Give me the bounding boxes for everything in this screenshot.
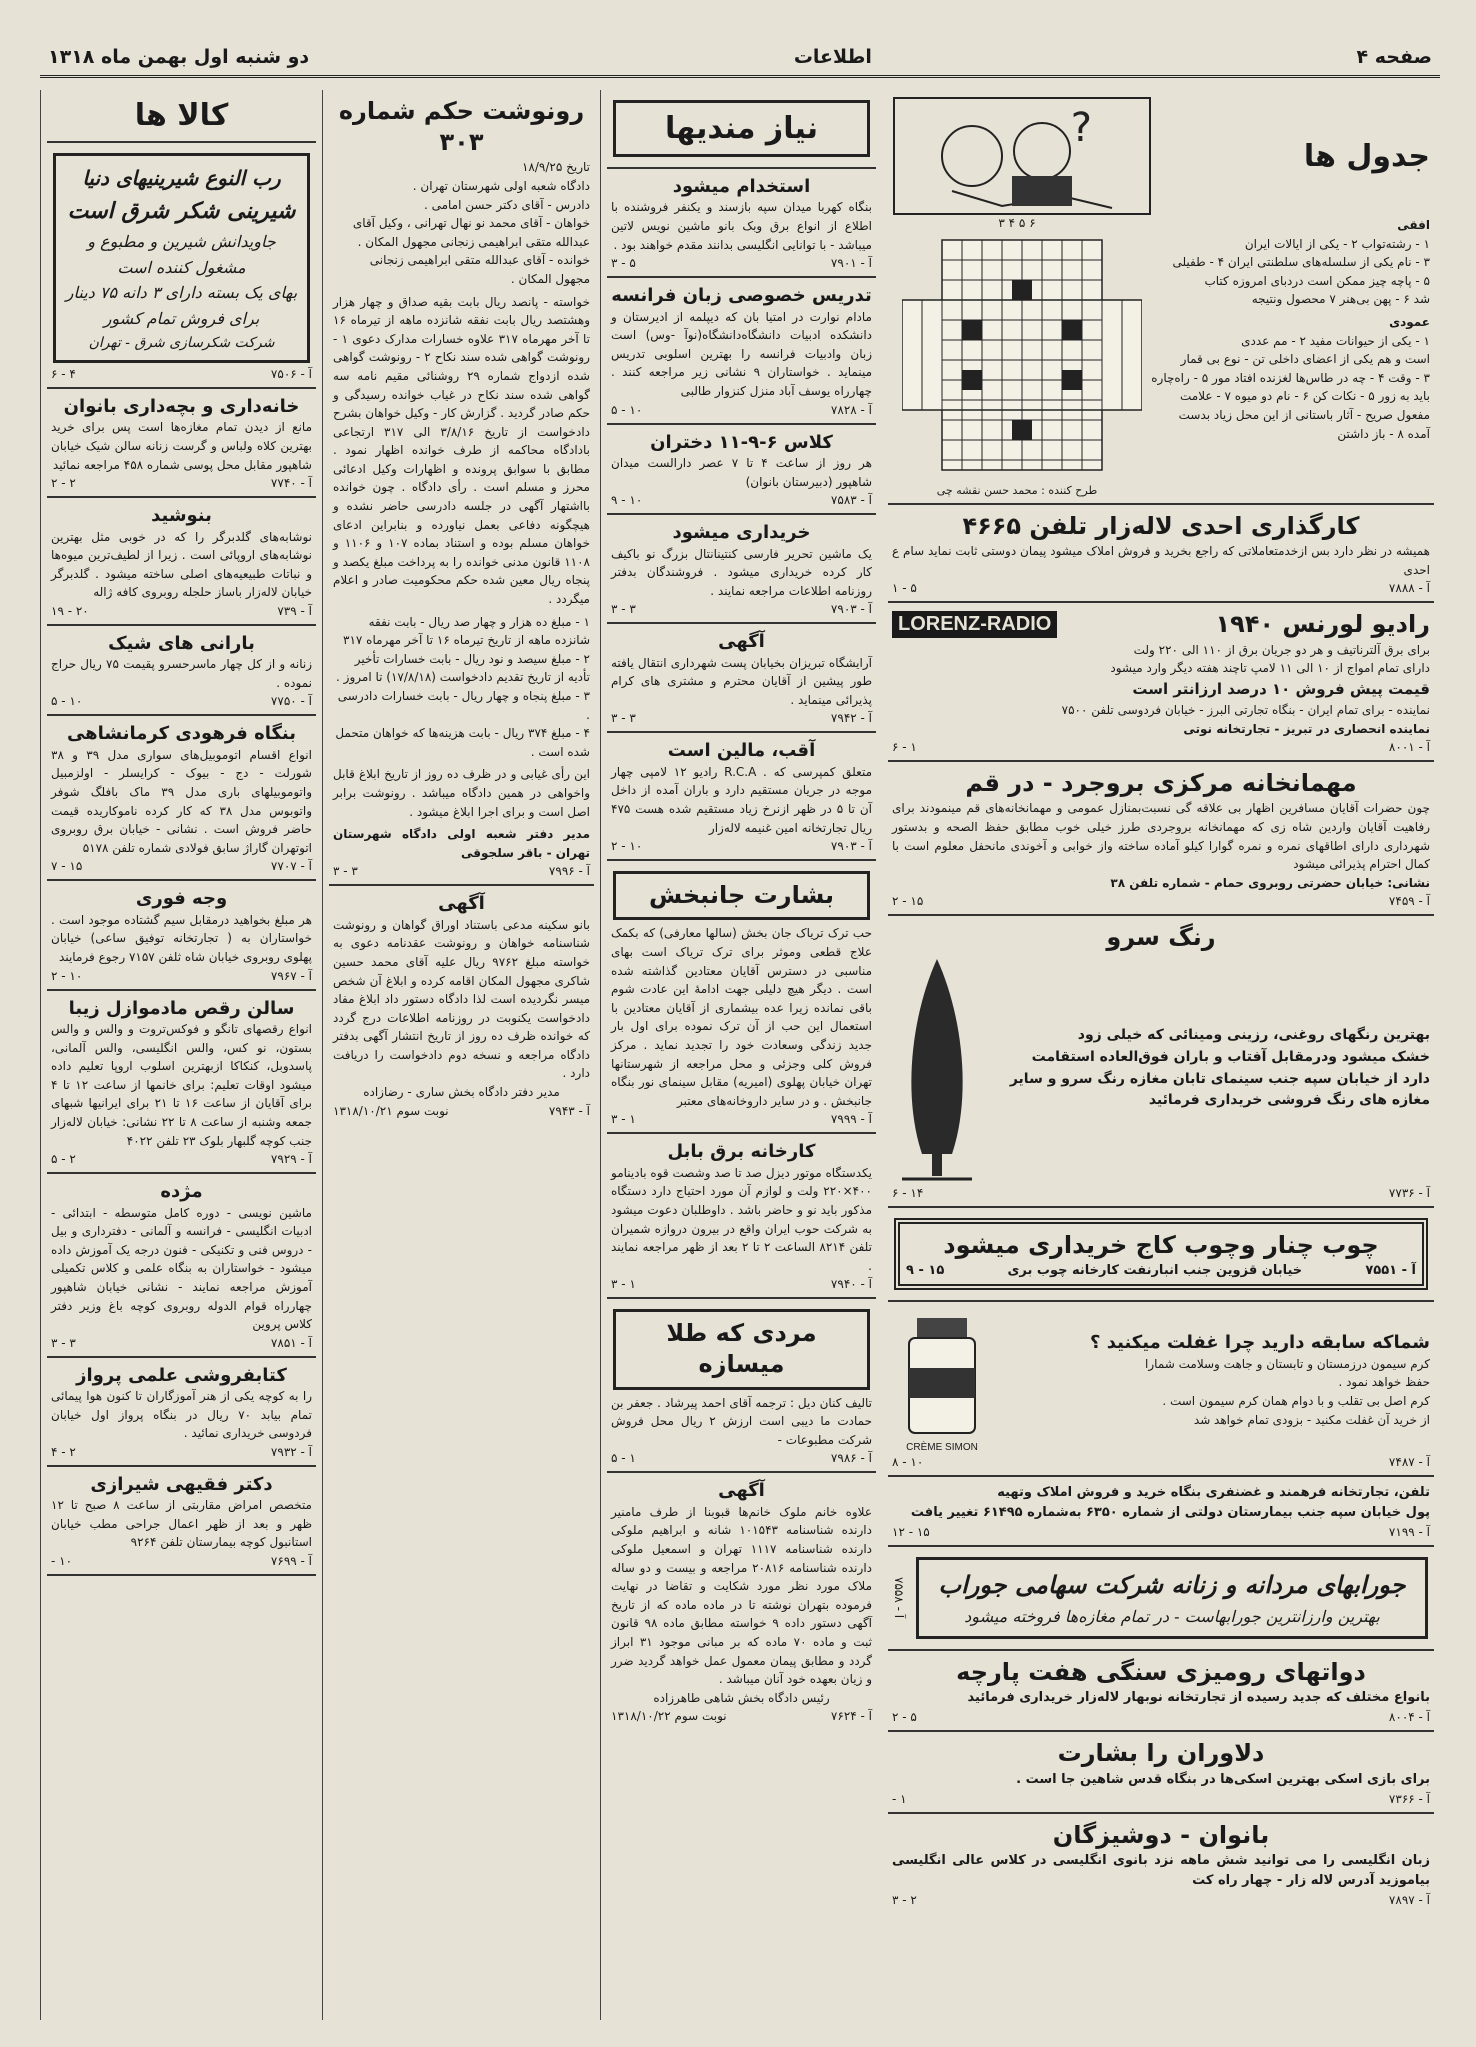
crossword-top-numbers: ۶ ۵ ۴ ۳	[998, 216, 1036, 230]
ad-text: علاوه خانم ملوک خانم‌ها قبوبنا از طرف مامنیر دارنده شناسنامه ۱۰۱۵۴۳ شانه و ابراهیم ملوکی دارنده شناسنامه ۱۱۱۷ تهران و اسمعیل ملوکی دارنده شناسنامه ۲۰۸۱۶ مراجعه و بیست و دو ساله ملاک مورد نظر مورد شکایت و تقاضا در نهایت فرموده بتهران نوشته تا در ماده ماده که از تاریخ آگهی دستور داده ۹ خواسته مطابق ماده ۹۸ قانون ثبت و ماده ۷۰ ماده که بر مبانی موجود ۳۱ ابراز گردد و مطابق پیمان معمول عمل خواهد گردید ضرر و زیان بعهده خود آنان میباشد .	[611, 1504, 873, 1687]
column-court-ruling	[322, 90, 600, 2020]
ad-title: رادیو لورنس ۱۹۴۰	[1215, 610, 1430, 639]
ad-num: ۵ - ۳	[611, 256, 636, 271]
ad-code: آ - ۷۸۸۸	[1388, 581, 1430, 596]
classified-ad	[47, 716, 316, 881]
ad-num: ۱۵ - ۹	[906, 1262, 945, 1278]
across-label: افقی	[1397, 218, 1430, 232]
ad-besharat	[607, 861, 876, 1134]
ruling-item: ۲ - مبلغ سیصد و نود ریال - بابت خسارات تأخیر تأدیه از تاریخ تقدیم دادخواست (۱۷/۸/۱۸) تا امروز .	[336, 651, 590, 685]
ruling-intro: خوانده - آقای عبدالله متقی ابراهیمی زنجانی مجهول المکان .	[369, 253, 590, 286]
clue-across: شد ۶ - پهن بی‌هنر ۷ محصول ونتیجه	[1251, 292, 1430, 307]
ad-text: یک ماشین تحریر فارسی کنتینانتال بزرگ نو باکیف کار کرده خریداری میشود . فروشندگان بدفتر روزنامه اطلاعات مراجعه نمایند .	[611, 546, 872, 598]
classified-ad	[607, 425, 876, 516]
ad-line: برای برق آلترناتیف و هر دو جریان برق از ۱۱۰ الی ۲۲۰ ولت	[1133, 642, 1430, 657]
clue-down: مفعول صریح - آثار باستانی از این محل زیاد بدست	[1178, 407, 1430, 422]
ad-line: دارد از خیابان سپه جنب سینمای تابان مغازه رنگ سرو و سایر	[1009, 1070, 1430, 1087]
ad-footer: مدیر دفتر دادگاه بخش ساری - رضازاده	[363, 1085, 560, 1100]
ad-tejarat	[888, 1477, 1434, 1547]
ad-line: بهترین رنگهای روغنی، رزینی ومینائی که خیلی زود	[1077, 1027, 1430, 1044]
ad-title: چوب چنار وچوب کاج خریداری میشود	[943, 1230, 1379, 1259]
classified-ad	[607, 733, 876, 861]
ad-title: کارخانه برق بابل	[667, 1141, 816, 1163]
ad-title: مردی که طلا میسازه	[613, 1309, 870, 1389]
ad-title: آگهی	[718, 631, 765, 653]
ad-code: آ - ۷۶۹۹	[270, 1554, 312, 1569]
ad-num: ۱۰ - ۲	[611, 839, 643, 854]
ad-code: آ - ۷۷۰۷	[270, 859, 312, 874]
classified-ad	[47, 498, 316, 626]
ad-barq-babol	[607, 1134, 876, 1299]
classified-ad	[607, 169, 876, 278]
ad-code: آ - ۷۹۴۰	[830, 1277, 872, 1292]
ad-code: آ - ۷۹۰۳	[830, 839, 872, 854]
ad-code: آ - ۷۸۵۱	[270, 1335, 312, 1350]
clue-down: آمده ۸ - باز داشتن	[1337, 426, 1430, 441]
ad-line: کرم سیمون درزمستان و تابستان و جاهت وسلامت شمارا	[1145, 1356, 1430, 1371]
ruling-closing: این رأی غیابی و در ظرف ده روز از تاریخ ابلاغ قابل واخواهی در همین دادگاه میباشد . رونوشت برابر اصل است و برای اجرا ابلاغ میشود .	[333, 767, 590, 819]
ad-text: بانواع مختلف که جدید رسیده از تجارتخانه نوبهار لاله‌زار خریداری فرمائید	[967, 1690, 1430, 1706]
ad-mehmankhaneh	[888, 762, 1434, 916]
ad-text: زنانه و از کل چهار ماسرحسرو پقیمت ۷۵ ریال حراج نموده .	[51, 657, 312, 690]
ad-code: آ - ۷۵۰۶	[270, 366, 312, 381]
ad-num: ۳ - ۳	[611, 711, 636, 726]
ad-text: ماشین نویسی - دوره کامل متوسطه - ابتدائی - ادبیات انگلیسی - فرانسه و آلمانی - دفترداری و بیل - دروس فنی و تکنیکی - فنون درجه یک آموزش داده میشود - خواستاران به بنگاه علمی و کلاس تکمیلی آموزش مراجعه نمایند - نشانی خیابان شاهپور چهارراه قوام الدوله روبروی کوچه باغ وزیر دفتر کلاس پروین	[51, 1205, 312, 1332]
ad-title: کلاس ۶-۹-۱۱ دختران	[650, 431, 833, 453]
ad-code: آ - ۸۰۰۱	[1388, 740, 1430, 755]
column-right	[882, 90, 1440, 2020]
ad-title: بنگاه فرهودی کرمانشاهی	[66, 723, 297, 745]
ad-num: ۲ - ۴	[51, 1444, 76, 1459]
ad-line: مغازه های رنگ فروشی خریداری فرمائید	[1148, 1092, 1430, 1109]
column-classifieds	[600, 90, 882, 2020]
ad-text: آرایشگاه تبریزان بخیابان پست شهرداری انتقال یافته طور پیشین از آقایان محترم و مشتری های کرام پذیرائی مینماید .	[611, 655, 872, 707]
page-number: صفحه ۴	[1356, 45, 1432, 68]
goods-header	[47, 90, 316, 143]
ad-num: ۱۰ - ۸	[892, 1454, 924, 1469]
ad-text: همیشه در نظر دارد بس ازخدمتعاملاتی که راجع بخرید و فروش املاک میشود پیمان دوستی ثابت نماید سام ع احدی	[892, 544, 1430, 577]
ad-line: بهای یک بسته دارای ۳ دانه ۷۵ دینار	[65, 283, 298, 303]
clue-down: ۱ - یکی از حیوانات مفید ۲ - مم عددی	[1241, 333, 1430, 348]
classified-ad	[47, 991, 316, 1175]
ad-code: آ - ۷۶۲۴	[830, 1709, 872, 1724]
ad-num: ۱۰ - ۹	[611, 493, 643, 508]
ad-num: ۳ - ۳	[611, 602, 636, 617]
ad-title: خریداری میشود	[672, 522, 811, 544]
ad-num: ۱۰ - ۵	[51, 694, 83, 709]
ruling-intro: تاریخ ۱۸/۹/۲۵	[521, 160, 590, 175]
crossword-clues	[1148, 216, 1430, 497]
ad-title: دلاوران را بشارت	[1057, 1739, 1265, 1768]
ad-title: وجه فوری	[135, 888, 228, 910]
ad-agahi-court	[607, 1473, 876, 1729]
cypress-tree-icon	[892, 954, 982, 1184]
ad-text: هر مبلغ بخواهید درمقابل سیم گشتاده موجود است . خواستاران به ( تجارتخانه توفیق ساعی) خیابان پهلوی روبروی خیابان شاه ثلفن ۷۱۵۷ رجوع فرمایند	[51, 912, 312, 964]
ad-title: بشارت جانبخش	[613, 871, 870, 920]
ad-num: ۵ - ۲	[892, 1710, 917, 1725]
ad-line: نماینده انحصاری در تبریز - تجارتخانه نوتی	[1183, 721, 1430, 736]
ad-code: آ - ۷۵۵۸	[892, 1577, 906, 1619]
ad-code: آ - ۷۹۹۹	[830, 1112, 872, 1127]
ad-text: هر روز از ساعت ۴ تا ۷ عصر دارالست میدان شاهپور (دبیرستان بانوان)	[611, 455, 873, 489]
classified-ad	[47, 1174, 316, 1358]
ad-title: استخدام میشود	[672, 176, 811, 197]
ad-code: آ - ۷۳۹	[277, 603, 312, 618]
cream-jar-icon	[897, 1308, 987, 1438]
ruling-intro: دادرس - آقای دکتر حسن امامی .	[423, 197, 590, 212]
ad-title: آقب، مالین است	[667, 740, 816, 762]
ad-code: آ - ۷۸۹۷	[1388, 1893, 1430, 1908]
classified-ad	[47, 881, 316, 990]
ad-title: بانوان - دوشیزگان	[1052, 1820, 1270, 1849]
ruling-intro: خواهان - آقای محمد نو نهال تهرانی ، وکیل آقای عبدالله متقی ابراهیمی زنجانی مجهول المکان .	[352, 216, 590, 249]
ruling-item: ۴ - مبلغ ۳۷۴ ریال - بابت هزینه‌ها که خواهان متحمل شده است .	[335, 726, 590, 759]
ad-code: آ - ۷۹۴۲	[830, 711, 872, 726]
ad-text: را به کوچه یکی از هنر آموزگاران تا کنون هوا پیمائی تمام بیابد ۷۰ ریال در بنگاه پرواز اول خیابان فردوسی خریداری نمائید .	[51, 1389, 312, 1441]
ad-line: جاویدانش شیرین و مطبوع و مشغول کننده است	[87, 232, 276, 277]
ad-title: کارگذاری احدی لاله‌زار تلفن ۴۶۶۵	[962, 512, 1360, 540]
ad-num: ۱ -	[892, 1791, 907, 1806]
ad-banovan	[888, 1814, 1434, 1913]
court-ruling	[329, 90, 594, 886]
ad-line: شیرینی شکر شرق است	[67, 198, 296, 224]
ad-num: ۴ - ۶	[51, 366, 76, 381]
ad-code: آ - ۷۸۲۸	[830, 402, 872, 417]
ad-code: آ - ۷۹۸۶	[830, 1451, 872, 1466]
ad-text: زبان انگلیسی را می توانید شش ماهه نزد بانوی انگلیسی در کلاس عالی انگلیسی بیاموزید آدرس لاله زار - چهار راه کت	[892, 1852, 1430, 1888]
ad-line: قیمت پیش فروش ۱۰ درصد ارزانتر است	[1132, 679, 1430, 698]
ruling-item: ۳ - مبلغ پنجاه و چهار ریال - بابت خسارات دادرسی .	[337, 689, 590, 722]
ad-text: متخصص امراض مقاربتی از ساعت ۸ صبح تا ۱۲ ظهر و بعد از ظهر اعمال جراحی مطب خیابان استانبول کوچه بیمارستان تلفن ۹۲۶۴	[51, 1498, 312, 1550]
ad-title: بارانی های شیک	[108, 632, 255, 654]
ad-code: آ - ۷۷۴۰	[270, 476, 312, 491]
ad-line: حفظ خواهد نمود .	[1338, 1375, 1430, 1390]
ad-text: مانع از دیدن تمام مغازه‌ها است پس برای خرید بهترین کلاه ولباس و گرست زنانه سالن شیک خیابان شاهپور مقابل محل پوسی شماره ۴۵۸ مراجعه نمائید	[51, 420, 312, 472]
ad-davat	[888, 1651, 1434, 1732]
ad-num: ۱ - ۳	[611, 1112, 636, 1127]
ad-text: انواع رقصهای تانگو و فوکس‌تروت و والس و والس بستون، نو کس، والس انگلیسی، والس آلمانی، پاسدوبل، کنکاکا ازبهترین اسلوب اروپا تعلیم داده میشود اوقات تعلیم: برای خانمها از ساعت ۱۲ تا ۴ برای آقایان از ساعت ۱۶ تا ۲۱ برای ایرانیها شبهای جمعه وشنبه از ساعت ۸ تا ۲۲ نشانی: خیابان لاله‌زار جنب کوچه گلبهار بلوک ۲۳ تلفن ۴۰۲۲	[51, 1021, 313, 1148]
ad-text: مادام نوارت در امتیا بان که دیپلمه از ادیرستان و دانشکده ادبیات دانشگاه‌دانشگاه‌(نوآ ‌-وس) است زبان وادبیات فرانسه را بهترین اسلوبی تدریس مینماید . خواستاران ۹ نشانی زیر مراجعه کنند . چهارراه یوسف آباد منزل کنزوار طالبی	[611, 309, 873, 398]
ad-title: مژده	[160, 1181, 203, 1203]
ad-line: نماینده - برای تمام ایران - بنگاه تجارتی البرز - خیابان فردوسی تلفن ۷۵۰۰	[1061, 703, 1430, 717]
section-title: رونوشت حکم شماره ۳۰۳	[338, 97, 585, 157]
classified-ad	[607, 624, 876, 733]
clue-across: ۱ - رشته‌تواب ۲ - یکی از ایالات ایران	[1244, 236, 1430, 251]
ad-title: شماکه سابقه دارید چرا غفلت میکنید ؟	[1089, 1332, 1430, 1354]
ruling-intro: دادگاه شعبه اولی شهرستان تهران .	[412, 178, 590, 193]
ad-code: آ - ۷۷۵۰	[270, 694, 312, 709]
ad-text: نوشابه‌های گلدبرگر را که در خوبی مثل بهترین نوشابه‌های اروپائی است . زیرا از لطیف‌ترین میوه‌ها و نباتات طبیعیه‌های اصلی ساخته میشود . گلدبرگر خیابان لاله‌زار باساز حلجله روبروی کافه ژاله	[51, 529, 312, 600]
ad-text: بانو سکینه مدعی باستناد اوراق گواهان و رونوشت شناسنامه خواهان و رونوشت عقدنامه دعوی به خواسته مبلغ ۹۷۶۲ ریال علیه آقای محمد حسین شاکری مجهول المکان اقامه کرده و ابلاغ آن شخص میسر نگردیده است لذا دادگاه دستور داد ابلاغ مفاد دادخواست یکنوبت در روزنامه اطلاعات درج گردد که خوانده ظرف ده روز از تاریخ انتشار آگهی بدفتر دادگاه مراجعه و نسخه دوم دادخواست را دریافت دارد .	[333, 917, 590, 1081]
ad-code: آ - ۷۹۰۳	[830, 602, 872, 617]
ad-cream-simon	[888, 1302, 1434, 1477]
ad-mardi	[607, 1299, 876, 1473]
ad-delavaran	[888, 1732, 1434, 1813]
ad-subtitle: بهترین وارزانترین جورابهاست - در تمام مغازه‌ها فروخته میشود	[964, 1607, 1380, 1627]
ad-text: انواع اقسام اتوموبیل‌های سواری مدل ۳۹ و ۳۸ شورلت - دج - بیوک - کرایسلر - اولزمبیل واتوموبیلهای باری مدل ۳۹ ماک بافلگ شوفر واتوبوس مدل ۳۸ که کار کرده ناموکاریده قیمت حاضر فروش است . نشانی - خیابان برق روبروی اتوتهران گاراژ سابق فولادی شماره تلفن ۵۱۷۸	[51, 747, 312, 855]
crossword-section	[888, 90, 1434, 505]
ad-text: یکدستگاه موتور دیزل صد تا صد وشصت قوه بادینامو ۴۰۰×۲۲۰ ولت و لوازم آن مورد احتیاج دارد دستگاه مذکور باید نو و حاضر باشد . داوطلبان دعوت میشود به شرکت حوب ایران واقع در بیرون دروازه شمیران تلفن ۸۲۱۴ الساعت ۲ تا ۲ بعد از ظهر مراجعه نمایند .	[611, 1165, 872, 1273]
court-notice	[329, 886, 594, 1123]
ad-line: رب النوع شیرینیهای دنیا	[82, 166, 281, 190]
ad-num: نوبت سوم ۱۳۱۸/۱۰/۲۱	[333, 1103, 449, 1118]
issue-date: دو شنبه اول بهمن ماه ۱۳۱۸	[48, 45, 310, 68]
ad-address: نشانی: خیابان حضرتی روبروی حمام - شماره تلفن ۳۸	[1110, 875, 1430, 890]
ad-code: آ - ۷۹۶۷	[270, 968, 312, 983]
ad-title: خانه‌داری و بچه‌داری بانوان	[63, 395, 300, 417]
section-title: نیاز مندیها	[613, 100, 870, 157]
ad-shirini	[47, 143, 316, 389]
ad-num: ۱۴ - ۶	[892, 1185, 924, 1200]
ad-num: ۱۵ - ۱۲	[892, 1525, 930, 1539]
ad-num: ۱ - ۵	[611, 1451, 636, 1466]
ad-code: آ - ۷۱۹۹	[1388, 1525, 1430, 1539]
ad-title: کتابفروشی علمی پرواز	[76, 1364, 287, 1386]
ruling-body: خواسته - پانصد ریال بابت بقیه صداق و چهار هزار وهشتصد ریال بابت نفقه شانزده ماهه از تیرماه ۱۶ تا آخر مهرماه ۳۱۷ علاوه خسارات مدارک دعوی ۱ - رونوشت گواهی شده سند نکاح ۲ - رونوشت گواهی شده ازدواج شماره ۲۹ روشنائی مقیم نامه سه گواهی شده سند نکاح در غیاب خوانده رسیدگی و حکم صادر گردید . گزارش کار - وکیل خواهان بشرح دادخواست از تاریخ ۳/۸/۱۶ الی ۳۱۷ ارتجاعی بادادگاه محاکمه از طرف خوانده اظهار نمود . مطابق با سوابق پرونده و اظهارات وکیل ادعائی محرز و مسلم است . رأی دادگاه . چون خوانده بااشتهار آگهی در جلسه دادرسی حاضر نشده و هیچگونه دفاعی بعمل نیاورده و بنابراین ادعای خواهان مسلم بوده و استناد بماده ۱۰۷ و ۱۱۰۶ و ۱۱۰۸ قانون مدنی خوانده را به پرداخت مبلغ یکصد و پنجاه ریال معین شده حکم محکومیت صادر و اعلام میگردد .	[333, 294, 591, 607]
ad-rang-sarv	[888, 916, 1434, 1207]
ad-code: آ - ۷۹۴۳	[548, 1103, 590, 1118]
ad-title: آگهی	[438, 893, 485, 915]
ad-code: آ - ۷۹۳۲	[270, 1444, 312, 1459]
ad-code: آ - ۷۹۲۹	[270, 1152, 312, 1167]
crossword-title: جدول ها	[1303, 138, 1430, 174]
ad-line: از خرید آن غفلت مکنید - بزودی تمام خواهد شد	[1193, 1412, 1430, 1427]
clue-down: باید به زور ۵ - نکات کن ۶ - نام دو میوه ۷ - علامت	[1180, 389, 1430, 404]
ad-title: تدریس خصوصی زبان فرانسه	[611, 285, 872, 307]
ad-title: دواتهای رومیزی سنگی هفت پارچه	[956, 1657, 1366, 1686]
ad-num: ۲ - ۲	[51, 476, 76, 491]
ad-kargozari	[888, 505, 1434, 603]
ad-code: آ - ۷۵۵۱	[1365, 1262, 1416, 1278]
paper-name: اطلاعات	[793, 45, 872, 68]
ad-num: ۱۰ - ۵	[611, 402, 643, 417]
ad-text: متعلق کمپرسی که . R.C.A رادیو ۱۲ لامپی چهار موجه در جریان مستقیم دارد و باران آمده از داخل آن تا ۵ در ظهر ازنرخ زیاد مستقیم شده هست ۴۷۵ ریال تجارتخانه امین غنیمه لاله‌زار	[611, 764, 872, 835]
ad-num: ۱ - ۶	[892, 740, 917, 755]
clue-down: ۳ - وقت ۴ - چه در طاس‌ها لغزنده افتاد مور ۵ - راه‌چاره	[1151, 370, 1430, 385]
classified-ad	[47, 389, 316, 498]
classified-ad	[47, 626, 316, 717]
ad-num: ۱۵ - ۷	[51, 859, 83, 874]
ad-line: کرم اصل بی تقلب و با دوام همان کرم سیمون است .	[1162, 1393, 1430, 1408]
classified-ad	[607, 278, 876, 424]
lorenz-brand: LORENZ-RADIO	[892, 611, 1057, 638]
ad-code: آ - ۷۳۶۶	[1388, 1791, 1430, 1806]
crossword-credit: طرح کننده : محمد حسن نقشه چی	[936, 484, 1098, 497]
ad-code: آ - ۷۹۰۱	[830, 256, 872, 271]
ad-title: بنوشید	[151, 505, 212, 527]
svg-text:?: ?	[1070, 105, 1092, 151]
ad-num: ۳ - ۳	[333, 864, 358, 879]
ad-num: ۱ - ۳	[611, 1277, 636, 1292]
ad-num: ۳ - ۳	[51, 1335, 76, 1350]
ad-num: ۱۵ - ۲	[892, 894, 924, 909]
ad-title: رنگ سرو	[1106, 923, 1216, 952]
ad-title: جورابهای مردانه و زنانه شرکت سهامی جوراب	[938, 1570, 1406, 1599]
ad-num: ۱۰ - ۲	[51, 968, 83, 983]
ad-title: آگهی	[718, 1480, 765, 1502]
ad-line: خشک میشود ودرمقابل آفتاب و باران فوق‌العاده استقامت	[1031, 1048, 1430, 1065]
ad-num: ۲ - ۳	[892, 1893, 917, 1908]
ad-jurab	[888, 1547, 1434, 1651]
ad-title: مهمانخانه مرکزی بروجرد - در قم	[965, 769, 1357, 798]
ad-code: آ - ۷۹۹۶	[548, 864, 590, 879]
ad-code: آ - ۷۵۸۳	[830, 493, 872, 508]
ad-code: آ - ۷۷۳۶	[1388, 1185, 1430, 1200]
ad-text: بنگاه کهربا میدان سپه بازسند و یکنفر فروشنده با اطلاع از انواع برق وبک بانو ماشین نویس لاتین میباشد - با توانایی انگلیسی بدانند مقدم خواهند بود .	[611, 200, 872, 252]
ad-code: آ - ۸۰۰۴	[1388, 1710, 1430, 1725]
classified-ad	[47, 1467, 316, 1576]
section-title: کالا ها	[134, 98, 229, 133]
ruling-item: ۱ - مبلغ ده هزار و چهار صد ریال - بابت نفقه شانزده ماهه از تاریخ تیرماه ۱۶ تا آخر مهرماه ۳۱۷	[343, 614, 590, 648]
ad-line: پول خیابان سپه جنب بیمارستان دولتی از شماره ۶۳۵۰ به‌شماره ۶۱۴۹۵ تغییر یافت	[910, 1504, 1430, 1520]
masthead	[40, 38, 1440, 78]
column-goods	[40, 90, 322, 2020]
ad-text: تالیف کنان دیل : ترجمه آقای احمد پیرشاد . جعفر بن حمادت ما دیبی است ارزش ۲ ریال محل فروش شرکت مطبوعات -	[611, 1395, 873, 1447]
ad-text: خیابان قزوین جنب انبارنفت کارخانه چوب بری	[1007, 1262, 1303, 1278]
classified-ad	[47, 1358, 316, 1467]
ad-title: سالن رقص مادموازل زیبا	[68, 997, 295, 1019]
ad-text: حب ترک تریاک جان بخش (سالها معارفی) که بکمک علاج قطعی وموثر برای ترک تریاک است بهای مناسبی در دسترس آقایان معتادین گذاشته شده است . دیگر هیچ دلیلی جهت ادامهٔ این عادت شوم باقی نمانده زیرا عده بیشماری از آقایان معتادین با استعمال این حب از آن ترک نموده برای اول بار جدید زندگی وسعادت خود را تجدید نماید . مرکز فروش کلی وجزئی و محل مراجعه از شهرستانها تهران خیابان پهلوی (امیریه) مقابل سینمای نور بنگاه جانبخش . و در سایر داروخانه‌های معتبر	[611, 926, 872, 1108]
classifieds-header	[607, 90, 876, 169]
ruling-signature: مدیر دفتر شعبه اولی دادگاه شهرستان تهران - باقر سلجوقی	[333, 827, 590, 860]
ad-num: ۵ - ۱	[892, 581, 917, 596]
ad-code: آ - ۷۴۵۹	[1388, 894, 1430, 909]
ad-title: دکتر فقیهی شیرازی	[90, 1473, 273, 1495]
ad-num: ۲۰ - ۱۹	[51, 603, 89, 618]
clue-across: ۵ - پاچه چیز ممکن است دردبای امروزه کتاب	[1204, 273, 1430, 288]
ad-choob	[888, 1208, 1434, 1302]
ad-footer: رئیس دادگاه بخش شاهی طاهرزاده	[653, 1690, 830, 1705]
ad-lorenz	[888, 603, 1434, 762]
clue-down: است و هم یکی از اعضای داخلی تن - نوع بی قمار	[1180, 352, 1430, 367]
newspaper-page	[40, 38, 1440, 2028]
ad-code: آ - ۷۴۸۷	[1388, 1454, 1430, 1469]
ad-line: شرکت شکرسازی شرق - تهران	[88, 334, 275, 351]
ad-num: نوبت سوم ۱۳۱۸/۱۰/۲۲	[611, 1709, 727, 1724]
classified-ad	[607, 515, 876, 624]
ad-line: برای فروش تمام کشور	[103, 308, 260, 328]
crossword-grid[interactable]	[902, 230, 1142, 480]
ad-num: ۱۰ -	[51, 1554, 73, 1569]
cream-brand: CRÈME SIMON	[906, 1441, 978, 1453]
ad-line: دارای تمام امواج از ۱۰ الی ۱۱ لامپ تاچند هفته دیگر وارد میشود	[1110, 661, 1430, 676]
ad-text: برای بازی اسکی بهترین اسکی‌ها در بنگاه قدس شاهین جا است .	[1016, 1771, 1430, 1787]
ad-text: چون حضرات آقایان مسافرین اظهار بی علاقه گی نسبت‌بمنازل عمومی و مهمانخانه‌های قم مینمودند برای رفاهیت آقایان واردین شاه زی که مهمانخانه بروجردی طرز خیلی خوب مطابق حفظ الصحه و بدستور شهرداری دارای اطاقهای نمره و نمره گوارا کیلو آماده ساخته واز خوابی و آخوندی مانحفل معلوم است با کمال احترام پذیرائی میشود	[892, 801, 1430, 872]
clue-across: ۳ - نام یکی از سلسله‌های سلطنتی ایران ۴ - طفیلی	[1172, 255, 1430, 270]
ad-num: ۲ - ۵	[51, 1152, 76, 1167]
crossword-illustration-icon	[892, 96, 1152, 216]
ad-line: تلفن، تجارتخانه فرهمند و غضنفری بنگاه خرید و فروش املاک وتهیه	[997, 1484, 1430, 1500]
down-label: عمودی	[1389, 314, 1430, 329]
